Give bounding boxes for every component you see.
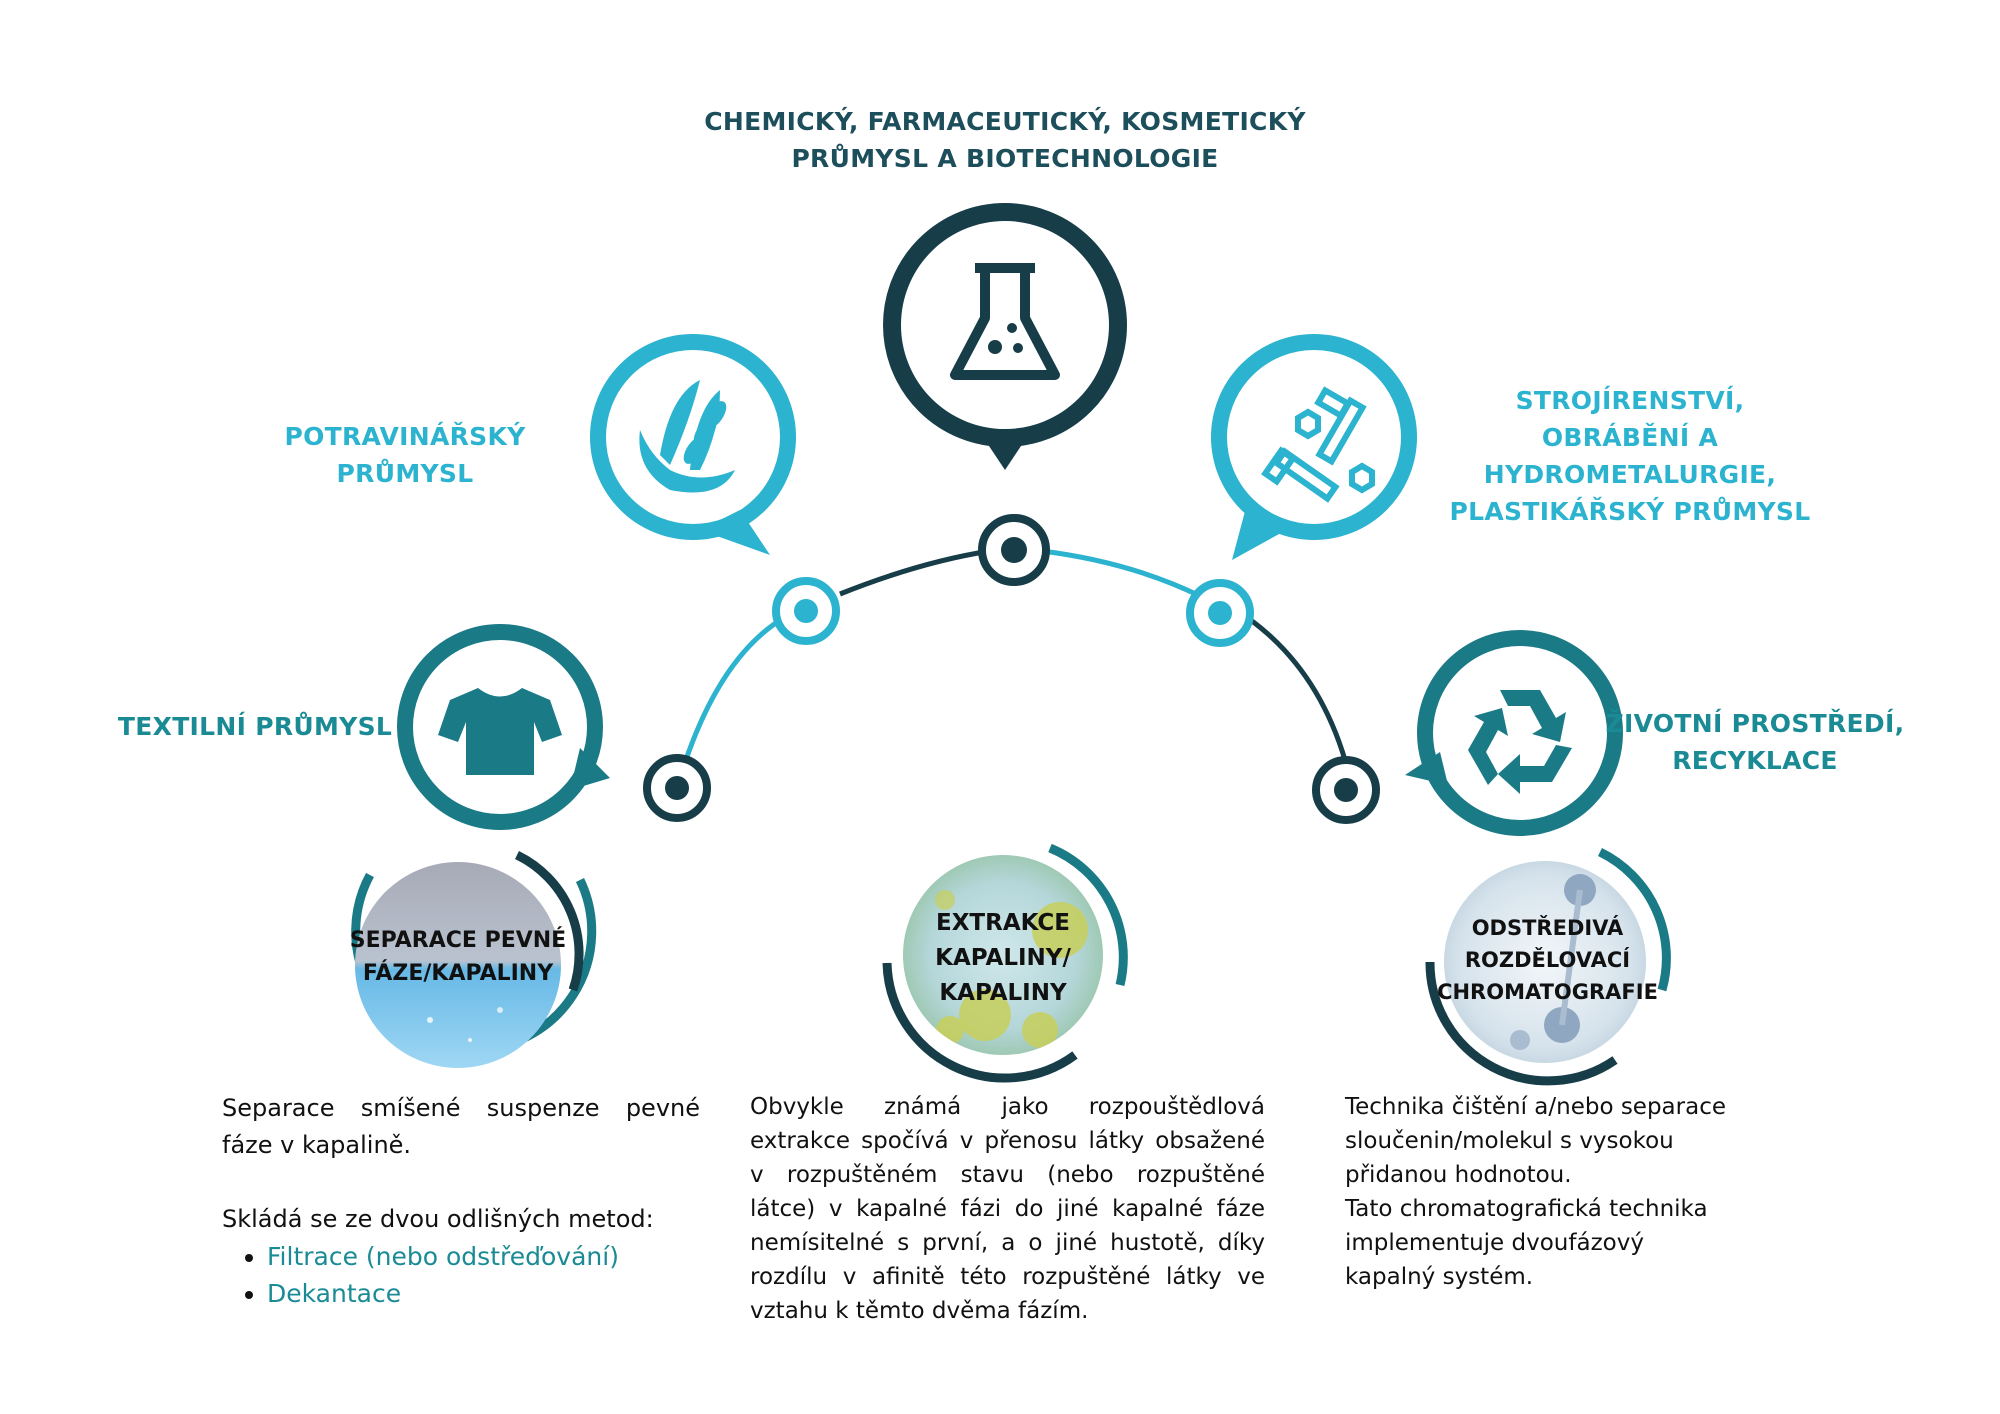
timeline-arc xyxy=(677,551,1345,788)
food-label-line2: PRŮMYSL xyxy=(336,459,474,488)
separation-description xyxy=(222,1090,700,1312)
extraction-description xyxy=(750,1090,1265,1328)
separation-methods-list xyxy=(222,1238,700,1312)
chromatography-desc-line6: kapalný systém. xyxy=(1345,1264,1534,1290)
arc-node-food xyxy=(776,581,836,641)
food-label-line1: POTRAVINÁŘSKÝ xyxy=(284,422,526,451)
textile-label xyxy=(115,708,395,745)
separation-title-line1: SEPARACE PEVNÉ xyxy=(349,928,567,953)
method-filtration: • Filtrace (nebo odstřeďování) xyxy=(267,1238,700,1275)
extraction-title-line3: KAPALINY xyxy=(939,980,1067,1006)
environment-label-line1: ŽIVOTNÍ PROSTŘEDÍ, xyxy=(1605,709,1905,738)
food-bubble xyxy=(598,342,788,555)
separation-methods-intro: Skládá se ze dvou odlišných metod: xyxy=(222,1205,654,1233)
engineering-label-line2: OBRÁBĚNÍ A xyxy=(1541,423,1719,452)
arc-node-engineering xyxy=(1190,583,1250,643)
chromatography-desc-line5: implementuje dvoufázový xyxy=(1345,1230,1644,1256)
engineering-label-line3: HYDROMETALURGIE, xyxy=(1483,460,1777,489)
separation-desc-text: Separace smíšené suspenze pevné fáze v kapalině. xyxy=(222,1094,700,1159)
engineering-label-line1: STROJÍRENSTVÍ, xyxy=(1515,386,1745,415)
textile-bubble xyxy=(405,632,610,822)
chromatography-title-line1: ODSTŘEDIVÁ xyxy=(1471,916,1624,940)
chromatography-title-line2: ROZDĚLOVACÍ xyxy=(1464,948,1631,972)
chemical-label xyxy=(680,103,1330,177)
separation-title-line2: FÁZE/KAPALINY xyxy=(362,961,554,986)
extraction-desc-text: Obvykle známá jako rozpouštědlová extrakce spočívá v přenosu látky obsažené v rozpuštěném stavu (nebo rozpuštěné látce) v kapalné fázi do jiné kapalné fáze nemísitelné s první, a o jiné hustotě, díky rozdílu v afinitě této rozpuštěné látky ve vztahu k těmto dvěma fázím. xyxy=(750,1094,1265,1324)
extraction-title-line1: EXTRAKCE xyxy=(935,910,1071,936)
chromatography-description xyxy=(1345,1090,1785,1294)
chromatography-desc-line1: Technika čištění a/nebo separace xyxy=(1345,1094,1726,1120)
chemical-bubble xyxy=(892,212,1118,470)
engineering-label xyxy=(1430,382,1830,530)
arc-segment-right-lower xyxy=(1236,610,1345,760)
arc-segment-right-upper xyxy=(1042,551,1200,596)
chromatography-title xyxy=(1430,912,1665,1008)
extraction-title-line2: KAPALINY/ xyxy=(935,945,1071,971)
chromatography-title-line3: CHROMATOGRAFIE xyxy=(1437,980,1658,1004)
engineering-bubble xyxy=(1219,342,1409,560)
separation-title xyxy=(330,924,586,990)
arc-node-textile xyxy=(647,758,707,818)
chemical-label-line1: CHEMICKÝ, FARMACEUTICKÝ, KOSMETICKÝ xyxy=(704,107,1306,136)
arc-segment-left-upper xyxy=(840,551,990,594)
environment-label xyxy=(1600,705,1910,779)
chromatography-desc-line2: sloučenin/molekul s vysokou xyxy=(1345,1128,1674,1154)
environment-label-line2: RECYKLACE xyxy=(1672,746,1838,775)
arc-node-environment xyxy=(1316,760,1376,820)
extraction-title xyxy=(903,906,1103,1011)
textile-label-line1: TEXTILNÍ PRŮMYSL xyxy=(117,712,393,741)
chemical-label-line2: PRŮMYSL A BIOTECHNOLOGIE xyxy=(791,144,1219,173)
environment-bubble xyxy=(1405,638,1615,828)
engineering-label-line4: PLASTIKÁŘSKÝ PRŮMYSL xyxy=(1449,497,1811,526)
method-decantation: • Dekantace xyxy=(267,1275,700,1312)
chromatography-desc-line3: přidanou hodnotou. xyxy=(1345,1162,1572,1188)
arc-node-chemical xyxy=(982,518,1046,582)
chromatography-desc-line4: Tato chromatografická technika xyxy=(1345,1196,1708,1222)
food-label xyxy=(275,418,535,492)
